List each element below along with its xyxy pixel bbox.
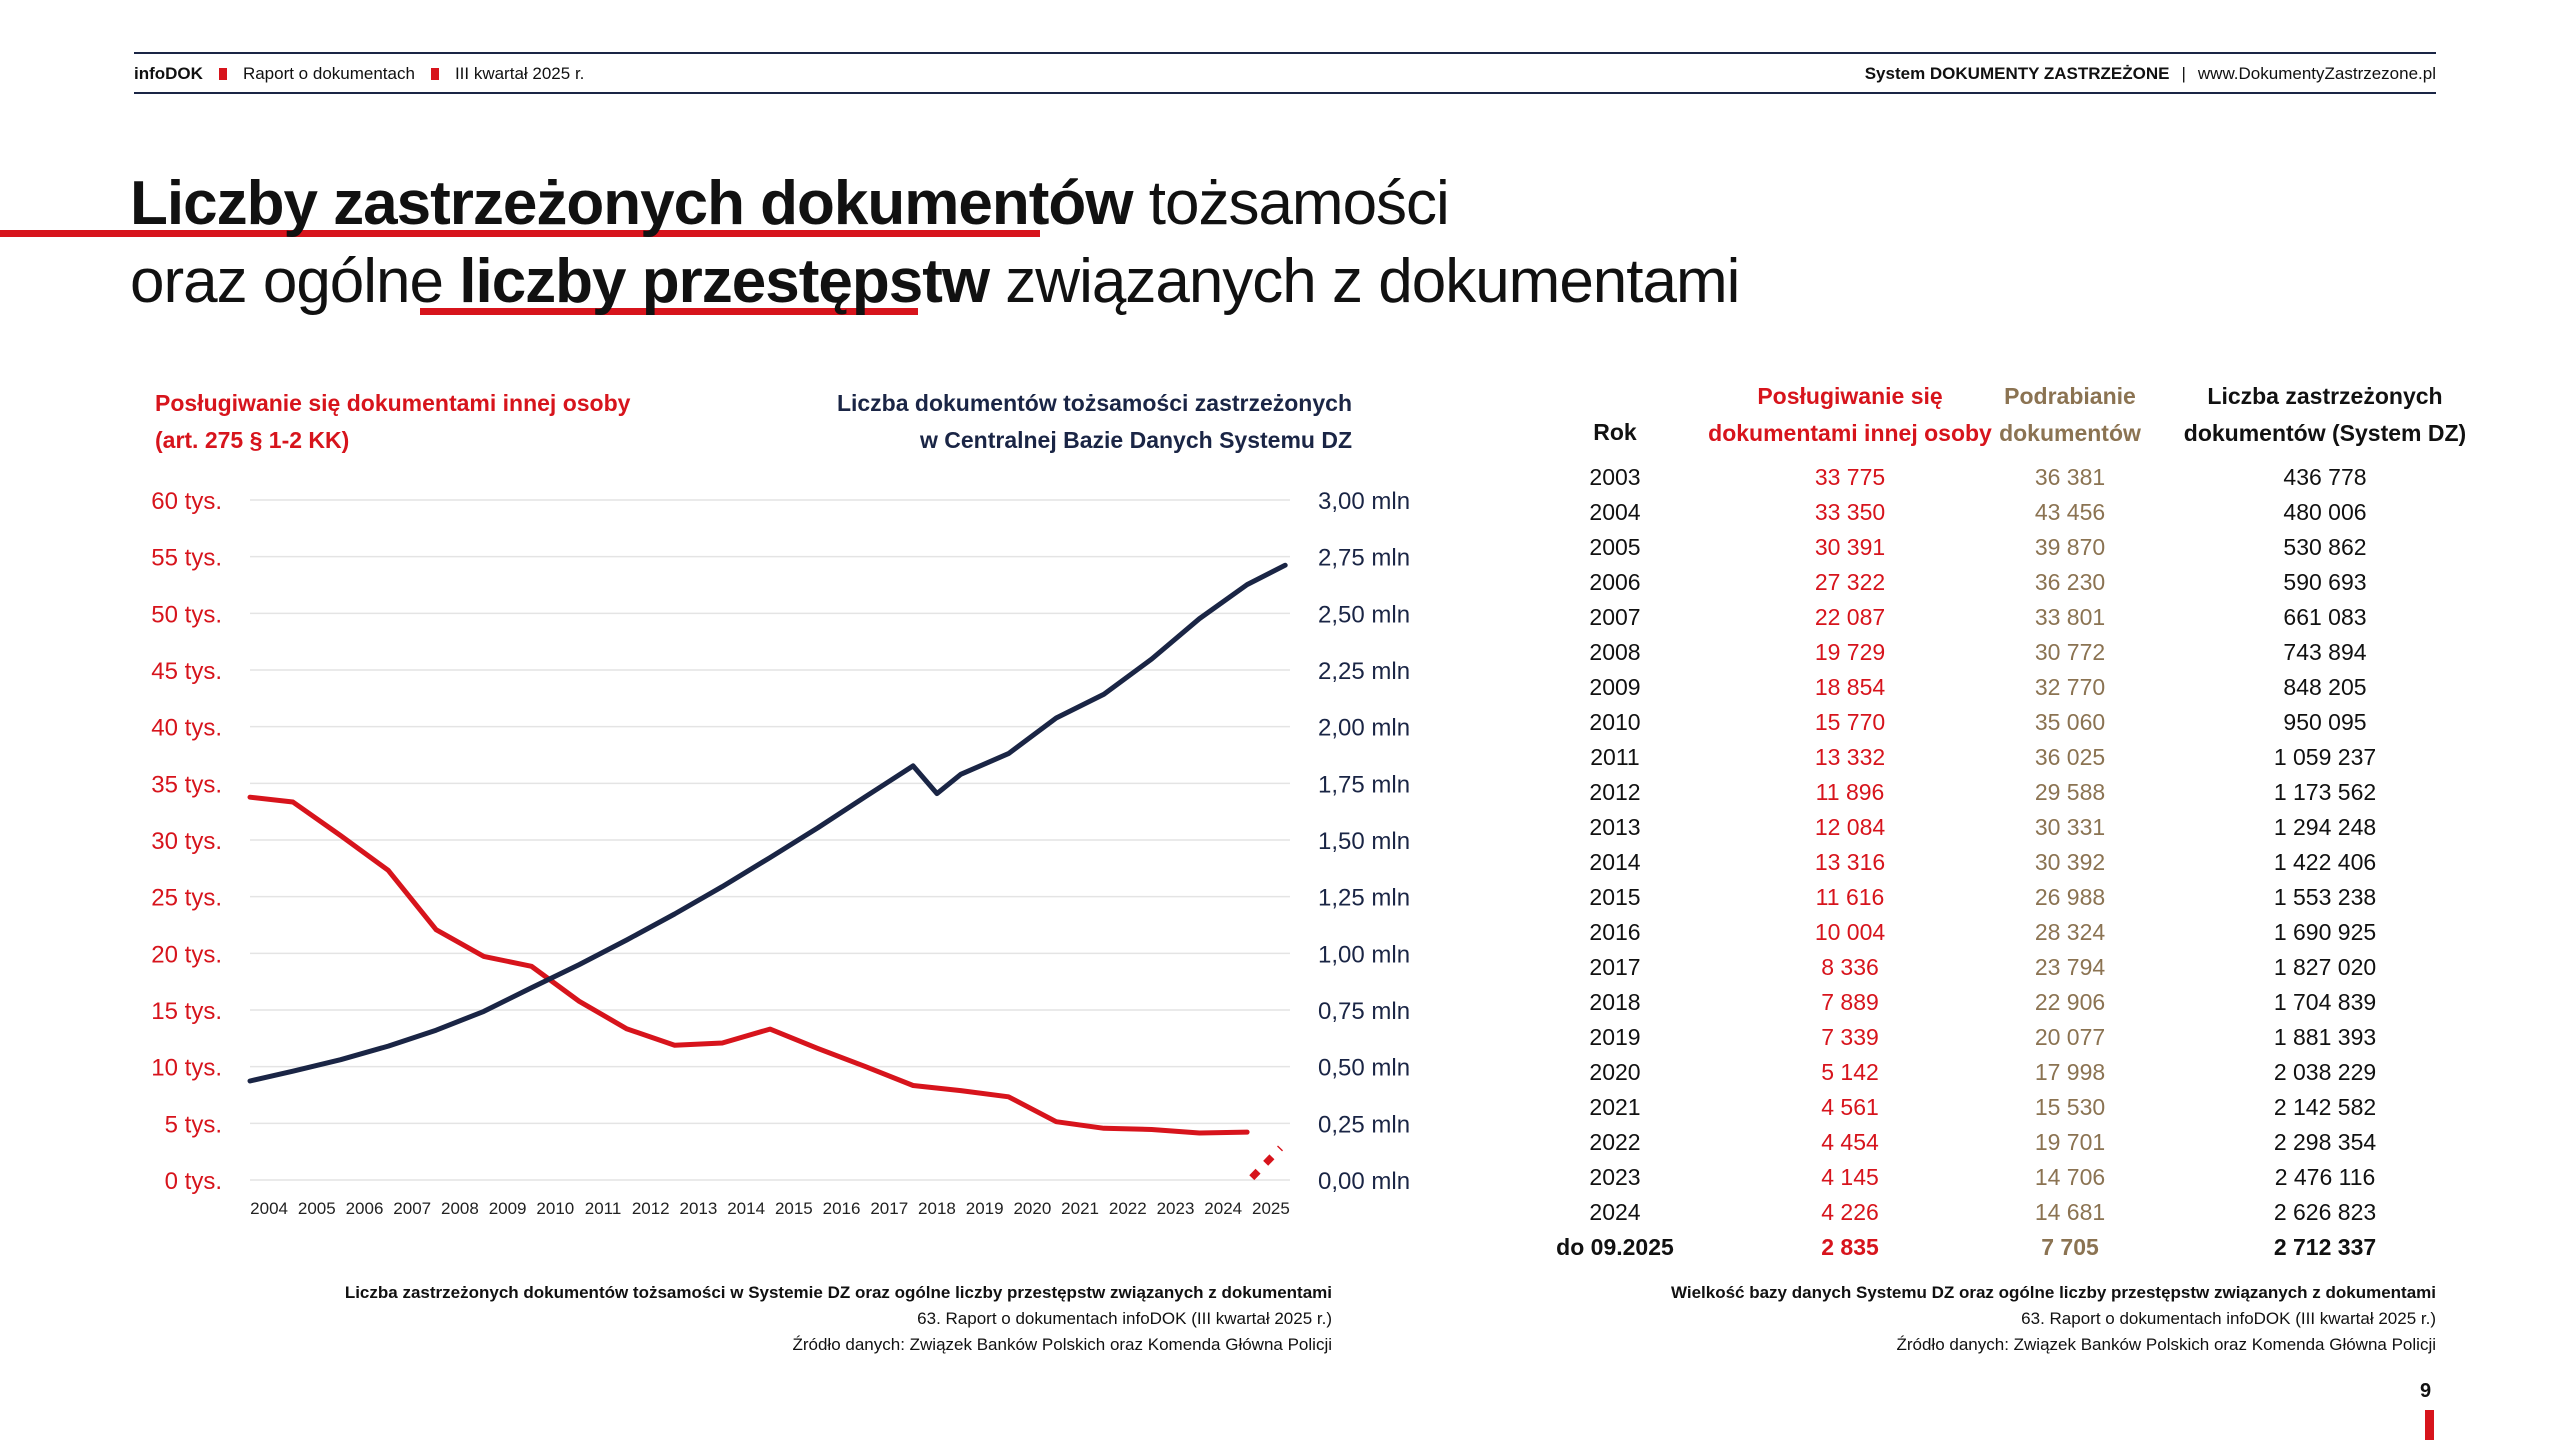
table-cell: 2015 (1589, 884, 1641, 910)
table-cell: 27 322 (1814, 569, 1886, 595)
table-header-col2 (1960, 378, 2180, 452)
x-tick-label: 2007 (393, 1199, 432, 1218)
table-cell: do 09.2025 (1556, 1234, 1674, 1260)
right-tick-label: 0,75 mln (1318, 998, 1411, 1025)
table-cell: 36 025 (2034, 744, 2106, 770)
table-cell: 4 561 (1821, 1094, 1879, 1120)
x-tick-label: 2024 (1204, 1199, 1243, 1218)
table-cell: 32 770 (2034, 674, 2106, 700)
table-cell: 1 294 248 (2273, 814, 2377, 840)
table-row (1500, 530, 2460, 565)
x-tick-label: 2011 (584, 1199, 622, 1218)
table-row (1500, 985, 2460, 1020)
table-row (1500, 495, 2460, 530)
table-cell: 17 998 (2034, 1059, 2106, 1085)
table-cell: 480 006 (2283, 499, 2367, 525)
table-cell: 1 690 925 (2273, 919, 2377, 945)
table-row (1500, 635, 2460, 670)
table-cell: 2021 (1589, 1094, 1641, 1120)
chart-caption-source-2: Źródło danych: Związek Banków Polskich oraz Komenda Główna Policji (792, 1335, 1332, 1354)
right-tick-label: 1,50 mln (1318, 828, 1411, 855)
right-axis-title-l2: w Centralnej Bazie Danych Systemu DZ (919, 427, 1352, 453)
table-cell: 2 142 582 (2273, 1094, 2377, 1120)
table-row (1500, 1230, 2460, 1265)
table-cell: 18 854 (1814, 674, 1886, 700)
title-bold-2: liczby przestępstw (459, 247, 990, 316)
table-row (1500, 810, 2460, 845)
left-axis-title-l2: (art. 275 § 1-2 KK) (155, 427, 350, 453)
table-row (1500, 1195, 2460, 1230)
table-cell: 33 775 (1814, 464, 1886, 490)
table-cell: 39 870 (2034, 534, 2106, 560)
x-tick-label: 2004 (250, 1199, 288, 1218)
header-separator: | (2181, 64, 2186, 83)
table-cell: 29 588 (2034, 779, 2106, 805)
left-tick-label: 25 tys. (151, 884, 222, 912)
table-header-col3 (2160, 378, 2490, 452)
left-tick-label: 10 tys. (151, 1054, 222, 1082)
table-cell: 43 456 (2034, 499, 2106, 525)
series-line-2 (1252, 1148, 1281, 1178)
table-cell: 2 038 229 (2273, 1059, 2377, 1085)
table-cell: 2008 (1589, 639, 1641, 665)
table-cell: 2020 (1589, 1059, 1641, 1085)
table-cell: 36 381 (2034, 464, 2106, 490)
table-cell: 2016 (1589, 919, 1641, 945)
table-caption-title: Wielkość bazy danych Systemu DZ oraz ogólne liczby przestępstw związanych z dokumentami (1670, 1283, 2436, 1302)
x-tick-label: 2017 (870, 1199, 909, 1218)
table-cell: 2 298 354 (2273, 1129, 2377, 1155)
chart-caption-source-1: 63. Raport o dokumentach infoDOK (III kwartał 2025 r.) (917, 1309, 1332, 1328)
table-cell: 2005 (1589, 534, 1641, 560)
x-tick-label: 2025 (1252, 1199, 1290, 1218)
page-number-bar (2425, 1410, 2434, 1440)
table-cell: 2014 (1589, 849, 1641, 875)
table-cell: 15 530 (2034, 1094, 2106, 1120)
table-row (1500, 460, 2460, 495)
left-tick-label: 30 tys. (151, 828, 222, 855)
quarter-label: III kwartał 2025 r. (454, 64, 585, 83)
table-header-year: Rok (1593, 419, 1637, 445)
right-tick-label: 2,50 mln (1318, 601, 1411, 629)
series-line-0 (250, 797, 1247, 1133)
x-tick-label: 2019 (965, 1199, 1004, 1218)
x-tick-label: 2008 (440, 1199, 479, 1218)
x-tick-label: 2016 (822, 1199, 861, 1218)
table-cell: 7 339 (1821, 1024, 1879, 1050)
table-row (1500, 670, 2460, 705)
table-row (1500, 1160, 2460, 1195)
table-caption-source-2: Źródło danych: Związek Banków Polskich oraz Komenda Główna Policji (1896, 1335, 2436, 1354)
table-cell: 2 476 116 (2274, 1164, 2376, 1190)
table-header-col3-l2: dokumentów (System DZ) (2183, 420, 2467, 446)
table-cell: 1 422 406 (2273, 849, 2377, 875)
right-axis-title (837, 385, 1352, 459)
left-tick-label: 55 tys. (151, 544, 222, 572)
table-cell: 661 083 (2283, 604, 2367, 630)
left-tick-label: 45 tys. (151, 658, 222, 685)
right-tick-label: 3,00 mln (1318, 488, 1411, 515)
title-rest-2: związanych z dokumentami (989, 247, 1740, 316)
table-cell: 19 701 (2034, 1129, 2106, 1155)
table-row (1500, 740, 2460, 775)
right-tick-label: 2,25 mln (1318, 658, 1411, 685)
table-cell: 13 332 (1814, 744, 1886, 770)
table-cell: 2007 (1589, 604, 1641, 630)
table-cell: 5 142 (1821, 1059, 1879, 1085)
header-bottom-rule (134, 92, 2436, 94)
table-row (1500, 880, 2460, 915)
table-cell: 8 336 (1821, 954, 1879, 980)
table-row (1500, 565, 2460, 600)
table-cell: 28 324 (2034, 919, 2106, 945)
table-cell: 2 626 823 (2273, 1199, 2377, 1225)
table-cell: 1 059 237 (2273, 744, 2377, 770)
table-cell: 22 906 (2034, 989, 2106, 1015)
table-cell: 19 729 (1814, 639, 1886, 665)
table-cell: 2 712 337 (2273, 1234, 2377, 1260)
brand-name: infoDOK (134, 64, 203, 83)
table-row (1500, 600, 2460, 635)
table-cell: 12 084 (1814, 814, 1886, 840)
table-row (1500, 845, 2460, 880)
table-cell: 10 004 (1814, 919, 1886, 945)
table-cell: 1 553 238 (2273, 884, 2377, 910)
system-name: System DOKUMENTY ZASTRZEŻONE (1864, 64, 2170, 83)
left-tick-label: 40 tys. (151, 714, 222, 742)
table-header-col3-l1: Liczba zastrzeżonych (2207, 383, 2443, 409)
title-bold-1: Liczby zastrzeżonych dokumentów (130, 169, 1133, 238)
left-tick-label: 35 tys. (151, 771, 222, 799)
table-cell: 4 454 (1821, 1129, 1879, 1155)
table-cell: 436 778 (2283, 464, 2367, 490)
table-cell: 950 095 (2283, 709, 2367, 735)
table-cell: 2006 (1589, 569, 1641, 595)
left-tick-label: 5 tys. (164, 1111, 222, 1139)
table-cell: 14 681 (2034, 1199, 2106, 1225)
right-tick-label: 1,25 mln (1318, 884, 1411, 912)
table-cell: 7 889 (1821, 989, 1879, 1015)
table-caption (1671, 1280, 2436, 1358)
chart-caption (345, 1280, 1332, 1358)
table-cell: 2013 (1589, 814, 1641, 840)
x-tick-label: 2022 (1108, 1199, 1147, 1218)
table-cell: 20 077 (2034, 1024, 2106, 1050)
table-row (1500, 1055, 2460, 1090)
site-url[interactable]: www.DokumentyZastrzezone.pl (2197, 64, 2436, 83)
left-tick-label: 60 tys. (151, 488, 222, 515)
table-row (1500, 1090, 2460, 1125)
table-cell: 590 693 (2283, 569, 2367, 595)
title-rest-1: tożsamości (1132, 169, 1449, 238)
table-cell: 4 145 (1821, 1164, 1879, 1190)
line-chart (0, 460, 1440, 1220)
table-cell: 2019 (1589, 1024, 1641, 1050)
table-header-col2-l2: dokumentów (1999, 420, 2141, 446)
table-cell: 30 392 (2034, 849, 2106, 875)
table-cell: 2023 (1589, 1164, 1641, 1190)
table-cell: 14 706 (2034, 1164, 2106, 1190)
table-cell: 30 331 (2034, 814, 2106, 840)
table-cell: 4 226 (1821, 1199, 1879, 1225)
header-bar (134, 60, 2436, 88)
table-cell: 743 894 (2283, 639, 2367, 665)
table-cell: 2012 (1589, 779, 1641, 805)
header-top-rule (134, 52, 2436, 54)
chart-caption-title: Liczba zastrzeżonych dokumentów tożsamości w Systemie DZ oraz ogólne liczby przestępstw związanych z dokumentami (344, 1283, 1332, 1302)
right-tick-label: 0,00 mln (1318, 1168, 1411, 1195)
table-row (1500, 1125, 2460, 1160)
x-tick-label: 2010 (536, 1199, 575, 1218)
x-tick-label: 2012 (631, 1199, 670, 1218)
table-cell: 36 230 (2034, 569, 2106, 595)
table-cell: 2004 (1589, 499, 1641, 525)
table-cell: 2009 (1589, 674, 1641, 700)
table-cell: 30 772 (2034, 639, 2106, 665)
table-row (1500, 775, 2460, 810)
table-cell: 30 391 (1814, 534, 1886, 560)
table-row (1500, 1020, 2460, 1055)
right-axis-title-l1: Liczba dokumentów tożsamości zastrzeżonych (836, 390, 1352, 416)
left-tick-label: 15 tys. (151, 998, 222, 1025)
table-cell: 13 316 (1814, 849, 1886, 875)
series-line-1 (250, 565, 1285, 1081)
table-caption-source-1: 63. Raport o dokumentach infoDOK (III kwartał 2025 r.) (2021, 1309, 2436, 1328)
x-tick-label: 2006 (345, 1199, 384, 1218)
left-tick-label: 0 tys. (164, 1168, 222, 1195)
title-pre-2: oraz ogólne (130, 247, 460, 316)
table-cell: 530 862 (2283, 534, 2367, 560)
table-cell: 1 704 839 (2273, 989, 2377, 1015)
x-tick-label: 2015 (774, 1199, 813, 1218)
table-cell: 23 794 (2034, 954, 2106, 980)
table-header-col1-l2: dokumentami innej osoby (1708, 420, 1992, 446)
page-title (130, 165, 1739, 321)
table-cell: 1 173 562 (2273, 779, 2377, 805)
x-tick-label: 2014 (727, 1199, 766, 1218)
table-cell: 22 087 (1814, 604, 1886, 630)
right-tick-label: 0,50 mln (1318, 1054, 1411, 1082)
table-cell: 7 705 (2041, 1234, 2099, 1260)
x-tick-label: 2005 (297, 1199, 336, 1218)
x-tick-label: 2023 (1156, 1199, 1195, 1218)
table-cell: 2024 (1589, 1199, 1641, 1225)
page-number: 9 (2420, 1380, 2432, 1402)
table-cell: 33 801 (2034, 604, 2106, 630)
x-tick-label: 2018 (918, 1199, 956, 1218)
left-axis-title (155, 385, 630, 459)
table-cell: 2022 (1589, 1129, 1641, 1155)
left-axis-title-l1: Posługiwanie się dokumentami innej osoby (155, 390, 631, 416)
report-name: Raport o dokumentach (242, 64, 415, 83)
table-row (1500, 705, 2460, 740)
table-cell: 33 350 (1814, 499, 1886, 525)
table-cell: 2003 (1589, 464, 1641, 490)
table-cell: 1 827 020 (2273, 954, 2377, 980)
table-cell: 26 988 (2034, 884, 2106, 910)
red-square-icon (219, 68, 227, 80)
x-tick-label: 2009 (488, 1199, 527, 1218)
table-row (1500, 950, 2460, 985)
table-cell: 1 881 393 (2273, 1024, 2377, 1050)
table-cell: 15 770 (1814, 709, 1886, 735)
x-tick-label: 2020 (1013, 1199, 1052, 1218)
right-tick-label: 1,00 mln (1318, 941, 1411, 969)
table-cell: 11 896 (1815, 779, 1885, 805)
table-cell: 2017 (1589, 954, 1641, 980)
left-tick-label: 50 tys. (151, 601, 222, 629)
right-tick-label: 2,00 mln (1318, 714, 1411, 742)
table-cell: 2018 (1589, 989, 1641, 1015)
table-cell: 2010 (1589, 709, 1641, 735)
table-cell: 2011 (1590, 744, 1640, 770)
table-header-col2-l1: Podrabianie (2004, 383, 2136, 409)
left-tick-label: 20 tys. (151, 941, 222, 969)
table-header-col1-l1: Posługiwanie się (1757, 383, 1943, 409)
table-cell: 35 060 (2034, 709, 2106, 735)
table-cell: 11 616 (1815, 884, 1885, 910)
x-tick-label: 2021 (1061, 1199, 1100, 1218)
x-tick-label: 2013 (679, 1199, 718, 1218)
right-tick-label: 0,25 mln (1318, 1111, 1411, 1139)
table-cell: 2 835 (1821, 1234, 1879, 1260)
red-square-icon (431, 68, 439, 80)
table-row (1500, 915, 2460, 950)
right-tick-label: 2,75 mln (1318, 544, 1411, 572)
table-cell: 848 205 (2283, 674, 2367, 700)
right-tick-label: 1,75 mln (1318, 771, 1411, 799)
